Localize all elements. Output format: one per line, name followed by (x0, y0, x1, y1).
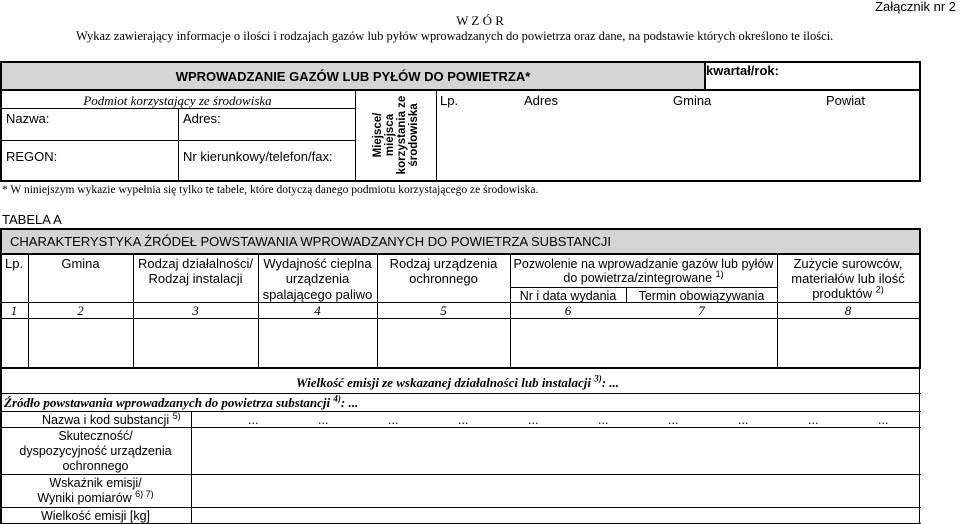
col-number-4: 4 (314, 303, 321, 318)
wskaznik-1: Wskaźnik emisji/ (49, 476, 142, 490)
nazwa-label: Nazwa: (6, 111, 50, 126)
kwartal-label: kwartał/rok: (706, 63, 779, 78)
dots-6: ... (598, 413, 609, 427)
tabela-a-title: CHARAKTERYSTYKA ŹRÓDEŁ POWSTAWANIA WPROWADZANYCH DO POWIETRZA SUBSTANCJI (10, 234, 611, 249)
col-number-7: 7 (698, 303, 705, 318)
col-lp: Lp. (5, 256, 24, 271)
col-zuzycie-3: produktów $^{2)}$ (812, 284, 884, 301)
col-urzadzenie-2: ochronnego (409, 271, 478, 286)
top-col-lp: Lp. (440, 93, 459, 108)
col-number-2: 2 (77, 303, 84, 318)
nr-kierunkowy-label: Nr kierunkowy/telefon/fax: (183, 149, 333, 164)
dots-8: ... (738, 413, 749, 427)
col-number-3: 3 (192, 303, 199, 318)
dots-4: ... (458, 413, 469, 427)
col-termin: Termin obowiązywania (638, 289, 765, 303)
col-urzadzenie-1: Rodzaj urządzenia (389, 256, 498, 271)
dots-7: ... (668, 413, 679, 427)
dots-5: ... (528, 413, 539, 427)
skutecznosc-3: ochronnego (62, 459, 129, 473)
miejsce-line-2: miejsca (384, 113, 396, 157)
wskaznik-2: Wyniki pomiarów $^{6) 7)}$ (37, 488, 154, 505)
wielkosc-emisji-heading: Wielkość emisji ze wskazanej działalności lub instalacji $^{3)}$: ... (296, 373, 620, 390)
regon-label: REGON: (6, 149, 58, 164)
dots-9: ... (808, 413, 819, 427)
miejsce-line-3: korzystania ze (396, 95, 408, 175)
col-pozwolenie-2: do powietrza/zintegrowane $^{1)}$ (563, 268, 724, 285)
podmiot-label: Podmiot korzystający ze środowiska (83, 93, 272, 108)
miejsce-line-1: Miejsce/ (372, 112, 384, 158)
dots-2: ... (318, 413, 329, 427)
col-rodzaj-2: Rodzaj instalacji (148, 271, 243, 286)
document-subtitle: Wykaz zawierający informacje o ilości i rodzajach gazów lub pyłów wprowadzanych do powietrza oraz dane, na podstawie których określono te ilości. (76, 29, 834, 43)
miejsce-line-4: środowiska (408, 103, 420, 167)
col-zuzycie-2: materiałów lub ilość (791, 271, 905, 286)
top-col-adres: Adres (524, 93, 558, 108)
dots-10: ... (878, 413, 889, 427)
col-number-8: 8 (844, 303, 852, 318)
top-table-title: WPROWADZANIE GAZÓW LUB PYŁÓW DO POWIETRZA* (175, 69, 531, 84)
dots-3: ... (388, 413, 399, 427)
top-col-gmina: Gmina (673, 93, 712, 108)
miejsce-cell (356, 90, 436, 180)
col-nr-data: Nr i data wydania (519, 289, 617, 303)
col-wydajnosc-3: spalającego paliwo (262, 287, 373, 302)
col-zuzycie-1: Zużycie surowców, (793, 256, 903, 271)
dots-1: ... (248, 413, 259, 427)
top-col-powiat: Powiat (826, 93, 866, 108)
nazwa-kod-label: Nazwa i kod substancji $^{5)}$ (42, 410, 181, 427)
col-wydajnosc-1: Wydajność cieplna (263, 256, 372, 271)
col-number-1: 1 (10, 303, 18, 318)
col-number-5: 5 (440, 303, 447, 318)
footnote: * W niniejszym wykazie wypełnia się tylko te tabele, które dotyczą danego podmiotu korzystającego ze środowiska. (2, 184, 539, 196)
wielkosc-emisji-kg: Wielkość emisji [kg] (40, 509, 151, 523)
col-rodzaj-1: Rodzaj działalności/ (138, 256, 253, 271)
col-number-6: 6 (564, 303, 572, 318)
skutecznosc-1: Skuteczność/ (58, 429, 133, 443)
adres-label: Adres: (183, 111, 221, 126)
col-gmina: Gmina (61, 256, 100, 271)
annex-label: Załącznik nr 2 (875, 0, 956, 14)
tabela-a-label: TABELA A (2, 212, 62, 227)
skutecznosc-2: dyspozycyjność urządzenia (19, 444, 172, 458)
wzor-title: W Z Ó R (456, 13, 504, 28)
zrodlo-heading: Źródło powstawania wprowadzanych do powietrza substancji $^{4)}$: ... (4, 393, 359, 410)
col-wydajnosc-2: urządzenia (285, 271, 350, 286)
col-pozwolenie-1: Pozwolenie na wprowadzanie gazów lub pyłów (513, 257, 774, 271)
